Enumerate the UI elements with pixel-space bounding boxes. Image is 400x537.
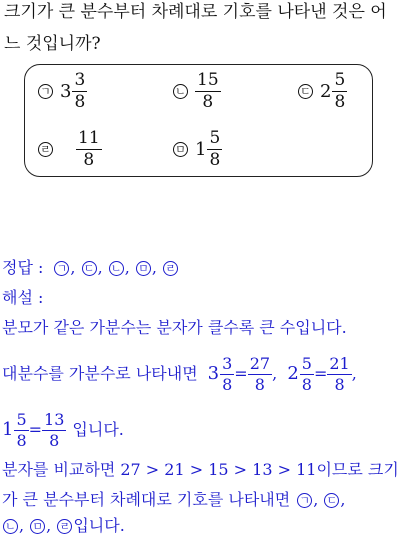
question-line-2: 느 것입니까? xyxy=(4,34,101,54)
line6-mark-2: ㅁ xyxy=(30,519,45,534)
line5-mark-1: ㄱ xyxy=(297,493,312,508)
explanation-line-5: 가 큰 분수부터 차례대로 기호를 나타내면 ㄱ , ㄷ , xyxy=(2,490,346,509)
answer-mark-4: ㅁ xyxy=(136,261,151,276)
answer-mark-3: ㄴ xyxy=(109,261,124,276)
explanation-line-1: 분모가 같은 가분수는 분자가 클수록 큰 수입니다. xyxy=(2,318,347,337)
option-c-mark: ㄷ xyxy=(298,84,313,99)
answer-line: 정답 : ㄱ , ㄷ , ㄴ , ㅁ , ㄹ xyxy=(2,258,179,278)
answer-label: 정답 : xyxy=(2,258,44,277)
option-c-numerator: 5 xyxy=(334,70,346,90)
explanation-line-3: 1 $\frac{5}{8}$ = $\frac{13}{8}$ 입니다. xyxy=(2,409,124,450)
option-a-mark: ㄱ xyxy=(38,84,53,99)
option-d-numerator: 11 xyxy=(78,128,100,148)
option-b-mark: ㄴ xyxy=(173,84,188,99)
option-d-fraction xyxy=(76,130,102,169)
option-e-numerator: 5 xyxy=(209,128,221,148)
eq2-mixed-fraction xyxy=(300,353,314,394)
option-b-fraction xyxy=(195,72,221,111)
explanation-line-4: 분자를 비교하면 27 > 21 > 15 > 13 > 11이므로 크기 xyxy=(2,460,399,479)
option-a-whole: 3 xyxy=(60,81,72,102)
eq3-result-denominator: 8 xyxy=(42,430,66,449)
option-c-fraction xyxy=(332,72,347,111)
option-c xyxy=(297,72,347,111)
eq1-improper-fraction xyxy=(248,353,272,394)
eq2-result-numerator: 21 xyxy=(329,353,350,373)
option-d-mark: ㄹ xyxy=(38,142,53,157)
option-b-denominator: 8 xyxy=(195,91,221,111)
eq2-denominator: 8 xyxy=(301,374,312,394)
option-a-denominator: 8 xyxy=(74,92,86,112)
line6-mark-1: ㄴ xyxy=(3,519,18,534)
answer-mark-1: ㄱ xyxy=(54,261,69,276)
option-e-mark: ㅁ xyxy=(173,142,188,157)
option-a-fraction xyxy=(72,72,87,111)
explanation-line-6: ㄴ , ㅁ , ㄹ 입니다. xyxy=(2,516,125,536)
option-a xyxy=(37,72,87,111)
explanation-line-2: 대분수를 가분수로 나타내면 3 $\frac{3}{8}$ = $\frac{27}{8}$ , 2 $\frac{5}{8}$ = $\frac{21}{8}$ , xyxy=(2,353,357,394)
eq1-result-numerator: 27 xyxy=(249,353,271,373)
eq3-mixed-fraction xyxy=(14,409,28,450)
eq3-improper-fraction xyxy=(42,409,66,450)
eq3-numerator: 5 xyxy=(16,409,27,429)
eq1-whole: 3 xyxy=(207,363,220,384)
option-e-whole: 1 xyxy=(195,139,207,160)
question-line-1: 크기가 큰 분수부터 차례대로 기호를 나타낸 것은 어 xyxy=(4,2,387,22)
explanation-label: 해설 : xyxy=(2,288,44,307)
eq1-denominator: 8 xyxy=(222,374,233,394)
option-d-denominator: 8 xyxy=(76,149,102,169)
option-e-denominator: 8 xyxy=(209,150,221,170)
line5-mark-2: ㄷ xyxy=(324,493,339,508)
eq1-result-denominator: 8 xyxy=(248,374,272,393)
eq1-mixed-fraction xyxy=(220,353,234,394)
option-c-whole: 2 xyxy=(320,81,332,102)
eq2-whole: 2 xyxy=(287,363,299,384)
option-e xyxy=(172,130,222,169)
option-e-fraction xyxy=(207,130,222,169)
option-d xyxy=(37,130,102,169)
explanation-line-5-text: 가 큰 분수부터 차례대로 기호를 나타내면 xyxy=(2,490,291,509)
eq1-numerator: 3 xyxy=(222,353,233,373)
answer-mark-2: ㄷ xyxy=(82,261,97,276)
option-b-numerator: 15 xyxy=(197,70,219,90)
eq2-numerator: 5 xyxy=(301,353,312,373)
eq3-result-numerator: 13 xyxy=(44,409,65,429)
eq2-improper-fraction xyxy=(327,353,351,394)
line6-mark-3: ㄹ xyxy=(57,519,72,534)
explanation-line-2-text: 대분수를 가분수로 나타내면 xyxy=(2,364,198,383)
option-a-numerator: 3 xyxy=(74,70,86,90)
eq3-whole: 1 xyxy=(2,419,14,440)
answer-mark-5: ㄹ xyxy=(163,261,178,276)
option-c-denominator: 8 xyxy=(334,92,346,112)
eq2-result-denominator: 8 xyxy=(327,374,351,393)
line6-suffix: 입니다. xyxy=(73,516,125,535)
option-b xyxy=(172,72,221,111)
eq3-suffix: 입니다. xyxy=(72,420,124,439)
eq3-denominator: 8 xyxy=(16,430,27,450)
